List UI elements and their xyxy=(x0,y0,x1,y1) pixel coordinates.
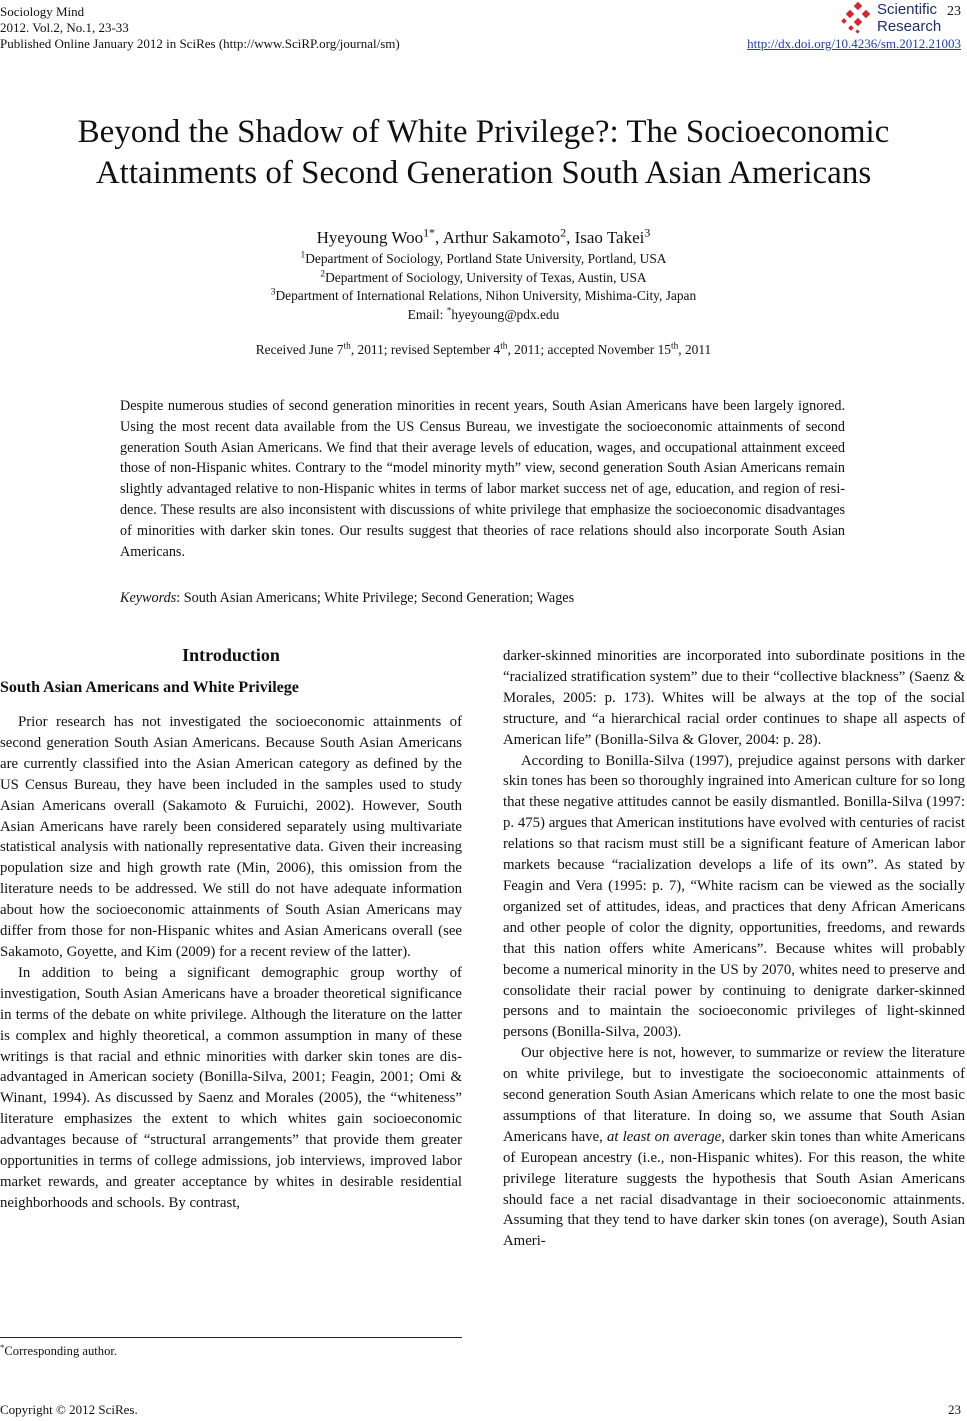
email-line xyxy=(0,306,967,325)
paragraph-left-1: Prior research has not investigated the socioeconomic attainments of second generation South Asian Americans. Because South Asian Americans are currently classified into the Asian American category as defined by the US Census Bureau, they have been included in the samples used to study Asian Americans overall (Sakamoto & Furuichi, 2002). However, South Asian Americans have rarely been considered separately using multivariate statistical analysis with nationally representative data. Given their increasing population size and high growth rate (Min, 2006), this omission from the literature needs to be addressed. We still do not have adequate information about how the socioeconomic attainments of South Asian Americans may differ from those for non-Hispanic whites and Asian Americans overall (see Sakamoto, Goyette, and Kim (2009) for a recent review of the latter). xyxy=(0,714,462,960)
author-1-sup: 1* xyxy=(423,225,435,240)
affiliation-3-text: Department of International Relations, Nihon University, Mishima-City, Japan xyxy=(275,288,697,303)
author-2-sup: 2 xyxy=(560,225,567,240)
footnote-rule xyxy=(0,1337,462,1338)
header-page-number: 23 xyxy=(947,4,961,19)
accepted-sup: th xyxy=(670,341,679,352)
affiliation-2-text: Department of Sociology, University of Texas, Austin, USA xyxy=(325,269,647,285)
scientific-research-logo xyxy=(841,0,961,40)
paragraph-left-2: In addition to being a significant demographic group worthy of investigation, South Asian Americans have a broader theoretical significance in terms of the debate on white privilege. Although the literature on the latter is complex and highly theoretical, a common assumption in many of these writings is that racial and ethnic minorities with darker skin tones are disadvantaged in American society (Bonilla-Silva, 2001; Feagin, 2001; Omi & Winant, 1994). As discussed by Saenz and Morales (2005), the “whiteness” literature emphasizes the extent to which whites gain socioeconomic advantages because of “structural arrangements” that provide them greater opportunities in terms of college admissions, job interviews, improved labor market rewards, and greater acceptance by whites in desirable residential neighborhoods and schools. By contrast, xyxy=(0,964,462,1211)
volume-info: 2012. Vol.2, No.1, 23-33 xyxy=(0,20,129,35)
copyright: Copyright © 2012 SciRes. xyxy=(0,1402,138,1417)
abstract: Despite numerous studies of second generation minorities in recent years, South Asian Americans have been largely ignored. Using the most recent data available from the US Census Bureau, we investigate the socioeconomic attainments of second generation South Asian Americans. We find that their average levels of education, wages, and occupational attainment exceed those of non-Hispanic whites. Contrary to the “model minority myth” view, second generation South Asian Americans remain slightly advantaged relative to non-Hispanic whites in terms of labor market success net of age, education, and region of residence. These results are also inconsistent with discussions of white privilege that emphasize the socioeconomic disadvantages of minorities with darker skin tones. Our results suggest that theories of race relations should also incorporate South Asian Americans. xyxy=(120,398,845,560)
logo-line-1: Scientific xyxy=(877,1,938,18)
affiliation-1 xyxy=(0,250,967,269)
keywords-list: : South Asian Americans; White Privilege; Second Generation; Wages xyxy=(176,590,575,606)
affiliation-1-text: Department of Sociology, Portland State University, Portland, USA xyxy=(305,251,667,266)
affiliation-2-sup: 2 xyxy=(320,269,326,280)
affiliations xyxy=(0,250,967,324)
footnote xyxy=(0,1341,118,1359)
published-info: Published Online January 2012 in SciRes (http://www.SciRP.org/journal/sm) xyxy=(0,36,400,51)
section-heading-introduction: Introduction xyxy=(182,645,280,665)
email-address[interactable]: hyeyoung@pdx.edu xyxy=(451,306,560,322)
email-sup: * xyxy=(446,306,452,317)
affiliation-3 xyxy=(0,287,967,306)
left-column xyxy=(0,712,462,1214)
running-header xyxy=(0,4,400,52)
paragraph-right-3-a: Our objective here is not, however, to summarize or review the literature on white privilege, but to investigate the socioeconomic attainments of second generation South Asian Americans which relate to one the most basic assumptions of that literature. In doing so, we assume that South Asian Americans have, xyxy=(503,1045,965,1145)
paragraph-right-2: According to Bonilla-Silva (1997), prejudice against persons with darker skin tones has been so thoroughly ingrained into American culture for so long that these negative attitudes cannot be easily dismantled. Bonilla-Silva (1997: p. 475) argues that American institutions have evolved with centuries of racist relations so that racism must still be a significant feature of American labor markets because “racialization develops a life of its own”. As stated by Feagin and Vera (1995: p. 7), “White racism can be viewed as the socially organized set of attitudes, ideas, and practices that deny African Americans and other people of color the dignity, opportunities, freedoms, and rewards that this nation offers white Americans”. Because whites will probably become a numerical minority in the US by 2070, whites need to preserve and consolidate their racial power by continuing to denigrate darker-skinned persons and to maintain the socioeconomic privileges of light-skinned persons (Bonilla-Silva, 2003). xyxy=(503,752,965,1041)
footer-page-number: 23 xyxy=(948,1402,961,1417)
logo-line-2: Research xyxy=(877,18,942,35)
submission-dates xyxy=(0,342,967,358)
author-1: Hyeyoung Woo xyxy=(316,228,424,247)
subsection-heading: South Asian Americans and White Privilege xyxy=(0,679,299,696)
paragraph-right-3 xyxy=(503,1043,965,1252)
author-3-sup: 3 xyxy=(644,225,651,240)
revised-date: , 2011; revised September 4 xyxy=(350,342,501,357)
right-column xyxy=(503,646,965,1252)
revised-sup: th xyxy=(500,341,508,352)
doi-link[interactable]: http://dx.doi.org/10.4236/sm.2012.21003 xyxy=(747,36,961,51)
received-date: Received June 7 xyxy=(255,342,344,357)
title-line-1: Beyond the Shadow of White Privilege?: The Socioeconomic xyxy=(77,114,890,150)
affiliation-2 xyxy=(0,269,967,288)
keywords xyxy=(120,590,845,607)
accepted-year: , 2011 xyxy=(678,342,712,357)
footnote-sup: * xyxy=(0,1341,5,1352)
author-3: Isao Takei xyxy=(574,228,645,247)
email-label: Email: xyxy=(407,306,447,322)
paragraph-right-3-emphasis: at least on average xyxy=(606,1128,722,1145)
paragraph-right-1: darker-skinned minorities are incorporated into subordinate positions in the “racialized stratification system” due to their “collective blackness” (Saenz & Morales, 2005: p. 173). Whites will be always at the top of the social structure, and “a hierarchical racial order continues to shape all aspects of American life” (Bonilla-Silva & Glover, 2004: p. 28). xyxy=(503,648,965,748)
paper-title xyxy=(0,112,967,194)
accepted-date: , 2011; accepted November 15 xyxy=(507,342,671,357)
journal-name: Sociology Mind xyxy=(0,4,85,19)
keywords-label: Keywords xyxy=(120,590,177,606)
received-sup: th xyxy=(343,341,351,352)
author-2: Arthur Sakamoto xyxy=(442,228,561,247)
title-line-2: Attainments of Second Generation South Asian Americans xyxy=(95,155,872,191)
footnote-text: Corresponding author. xyxy=(4,1344,118,1358)
affiliation-1-sup: 1 xyxy=(300,250,306,261)
authors: Hyeyoung Woo$^{1*}$, Arthur Sakamoto$^2$, Isao Takei$^3$ xyxy=(316,225,651,247)
affiliation-3-sup: 3 xyxy=(270,287,276,298)
logo-diamond-icon xyxy=(841,2,875,36)
paragraph-right-3-b: , darker skin tones than white Americans of European ancestry (i.e., non-Hispanic whites). For this reason, the white privilege literature suggests the hypothesis that South Asian Americans should face a net racial disadvantage in their socioeconomic attainments. Assuming that they tend to have darker skin tones (on average), South Asian Ameri- xyxy=(503,1128,965,1250)
